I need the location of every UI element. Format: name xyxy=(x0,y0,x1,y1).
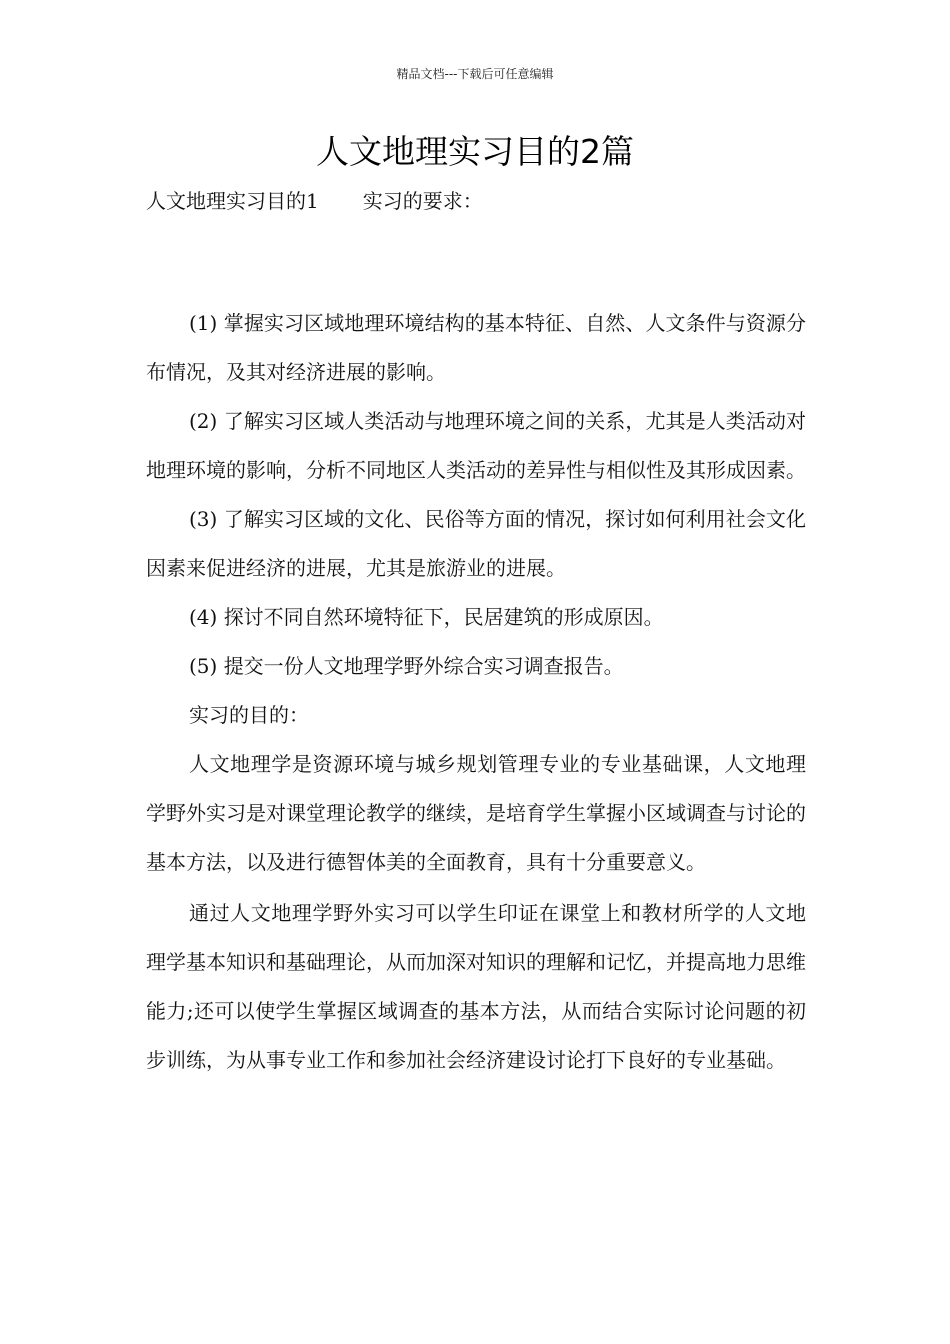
document-body xyxy=(146,179,806,1085)
paragraph-requirement-3: (3) 了解实习区域的文化、民俗等方面的情况，探讨如何利用社会文化因素来促进经济的进展，尤其是旅游业的进展。 xyxy=(146,507,806,580)
paragraph-requirement-5: (5) 提交一份人文地理学野外综合实习调查报告。 xyxy=(189,654,624,678)
paragraph-requirement-1: (1) 掌握实习区域地理环境结构的基本特征、自然、人文条件与资源分布情况，及其对经济进展的影响。 xyxy=(146,311,806,384)
paragraph-purpose-heading: 实习的目的： xyxy=(189,703,309,727)
document-title: 人文地理实习目的2篇 xyxy=(316,132,634,171)
subtitle-right: 实习的要求： xyxy=(362,189,483,213)
paragraph-requirement-4: (4) 探讨不同自然环境特征下，民居建筑的形成原因。 xyxy=(189,605,664,629)
paragraph-purpose-1: 人文地理学是资源环境与城乡规划管理专业的专业基础课，人文地理学野外实习是对课堂理论教学的继续，是培育学生掌握小区域调查与讨论的基本方法，以及进行德智体美的全面教育，具有十分重要意义。 xyxy=(146,752,806,874)
paragraph-purpose-2: 通过人文地理学野外实习可以学生印证在课堂上和教材所学的人文地理学基本知识和基础理论，从而加深对知识的理解和记忆，并提高地力思维能力;还可以使学生掌握区域调查的基本方法，从而结合实际讨论问题的初步训练，为从事专业工作和参加社会经济建设讨论打下良好的专业基础。 xyxy=(146,901,806,1072)
page-header: 精品文档---下载后可任意编辑 xyxy=(396,67,554,81)
paragraph-requirement-2: (2) 了解实习区域人类活动与地理环境之间的关系，尤其是人类活动对地理环境的影响，分析不同地区人类活动的差异性与相似性及其形成因素。 xyxy=(146,409,806,482)
subtitle-line xyxy=(146,179,806,223)
subtitle-left: 人文地理实习目的1 xyxy=(146,189,319,213)
